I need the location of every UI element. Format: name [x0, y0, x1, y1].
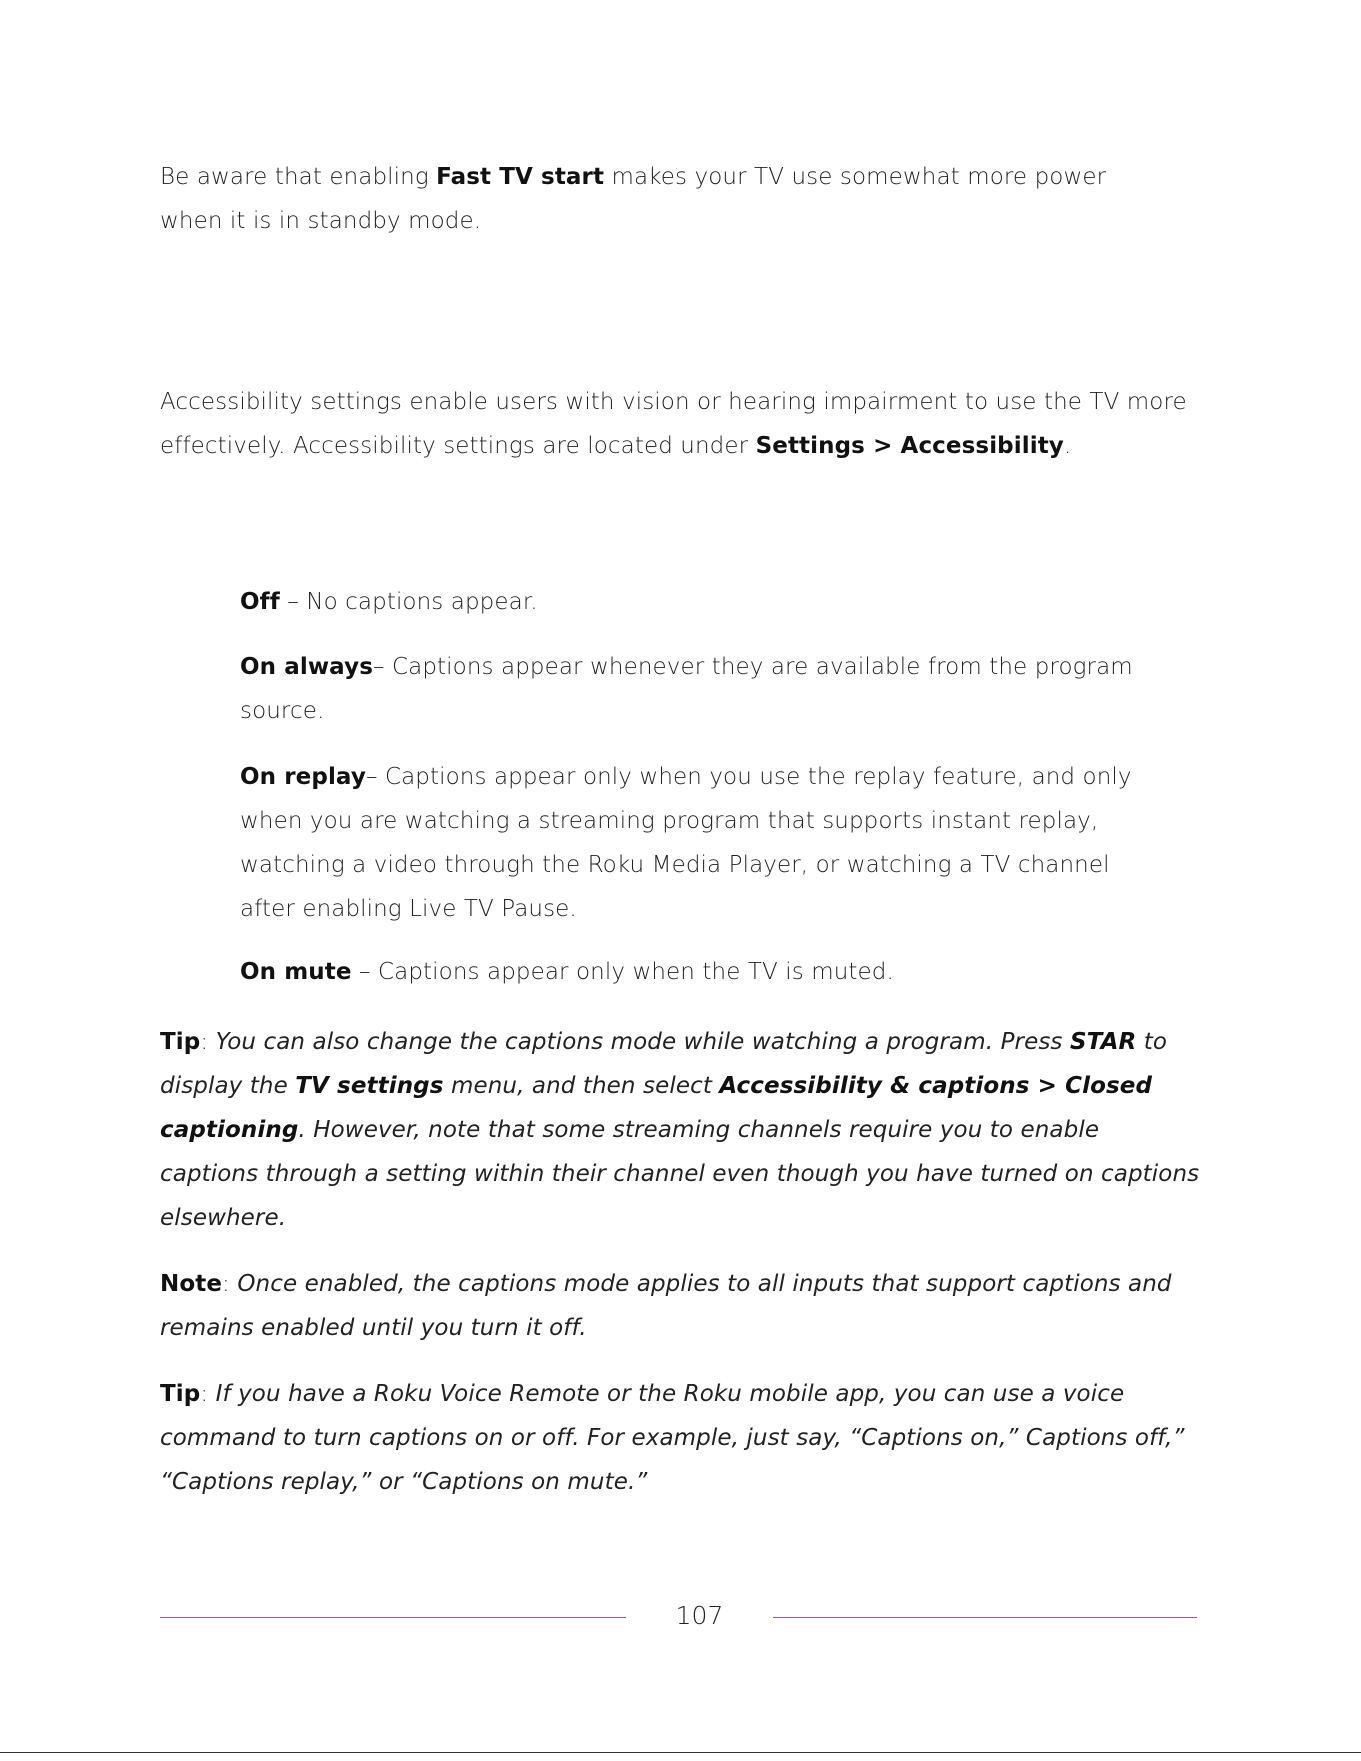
option-label: On replay [240, 764, 366, 790]
tv-settings-term: TV settings [295, 1073, 444, 1099]
caption-option-on-replay [240, 755, 1170, 931]
note-text: Once enabled, the captions mode applies to all inputs that support captions and remains enabled until you turn it off. [160, 1271, 1172, 1341]
option-description: – Captions appear whenever they are available from the program source. [240, 654, 1133, 724]
tip-voice-command [160, 1372, 1200, 1504]
tip-text: to display the [160, 1029, 1168, 1099]
fast-tv-start-term: Fast TV start [436, 164, 605, 190]
tip-text: If you have a Roku Voice Remote or the Roku mobile app, you can use a voice command to turn captions on or off. For example, just say, “Captions on,” Captions off,” “Captions replay,” or “Captions on mute.” [160, 1381, 1185, 1495]
accessibility-intro-paragraph [160, 380, 1190, 468]
note-label: Note [160, 1271, 223, 1297]
tip-captions-mode [160, 1020, 1200, 1240]
closed-captioning-path: Accessibility & captions > Closed captioning [160, 1073, 1153, 1143]
paragraph-text: makes your TV use somewhat more power when it is in standby mode. [160, 164, 1107, 234]
note-captions-inputs [160, 1262, 1220, 1350]
footer-divider-right [773, 1617, 1197, 1618]
star-key-term: STAR [1069, 1029, 1137, 1055]
option-label: On always [240, 654, 373, 680]
tip-colon: : [200, 1381, 216, 1407]
caption-option-on-always [240, 645, 1170, 733]
caption-option-off [240, 580, 1170, 624]
fast-tv-start-paragraph [160, 155, 1160, 243]
note-colon: : [222, 1271, 238, 1297]
paragraph-text: Accessibility settings enable users with vision or hearing impairment to use the TV more effectively. Accessibility settings are located under [160, 389, 1187, 459]
option-label: Off [240, 589, 280, 615]
tip-label: Tip [160, 1029, 201, 1055]
tip-text: You can also change the captions mode while watching a program. Press [215, 1029, 1070, 1055]
caption-option-on-mute [240, 950, 1170, 994]
tip-colon: : [200, 1029, 216, 1055]
tip-label: Tip [160, 1381, 201, 1407]
settings-path: Settings > Accessibility [755, 433, 1064, 459]
page-bottom-edge [0, 1752, 1361, 1753]
paragraph-text: Be aware that enabling [160, 164, 437, 190]
paragraph-text: . [1063, 433, 1072, 459]
tip-text: menu, and then select [443, 1073, 720, 1099]
page-number: 107 [675, 1601, 724, 1630]
option-description: – No captions appear. [279, 589, 538, 615]
tip-text: . However, note that some streaming channels require you to enable captions through a setting within their channel even though you have turned on captions elsewhere. [160, 1117, 1200, 1231]
option-description: – Captions appear only when you use the replay feature, and only when you are watching a streaming program that supports instant replay, watching a video through the Roku Media Player, or watching a TV channel after enabling Live TV Pause. [240, 764, 1132, 922]
option-description: – Captions appear only when the TV is muted. [351, 959, 894, 985]
footer-divider-left [160, 1617, 626, 1618]
option-label: On mute [240, 959, 352, 985]
